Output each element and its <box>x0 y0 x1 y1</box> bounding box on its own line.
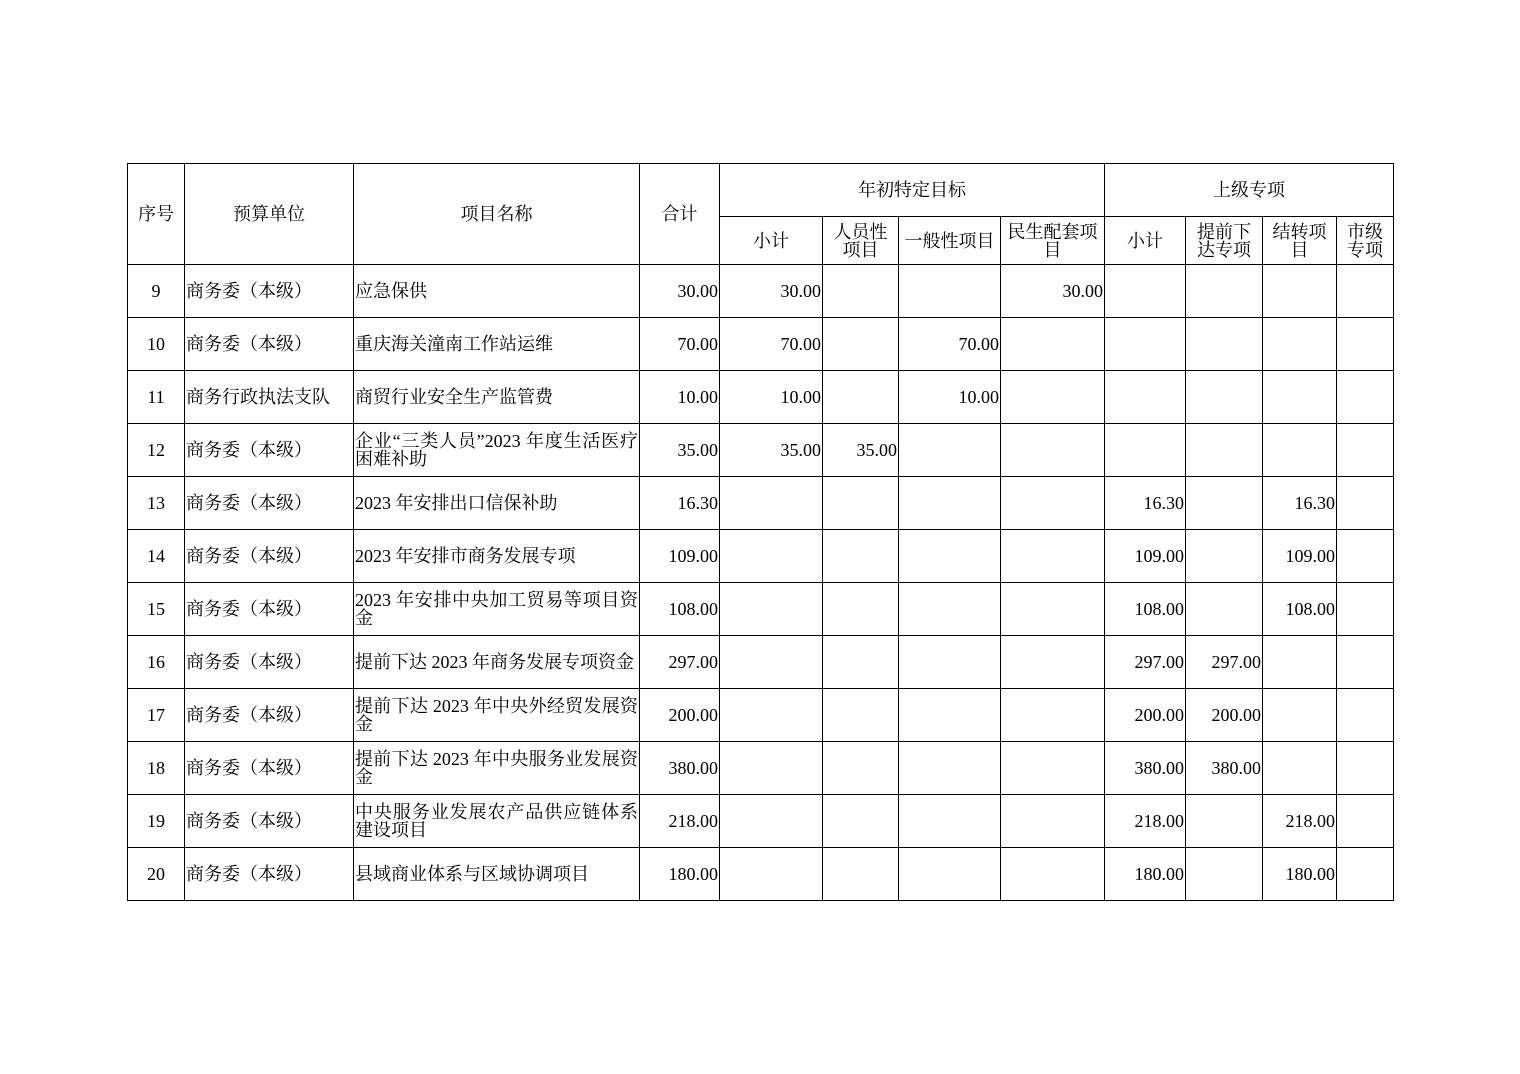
table-header <box>128 164 1394 265</box>
cell-seq: 18 <box>128 742 185 795</box>
cell-total: 10.00 <box>640 371 720 424</box>
cell-total: 35.00 <box>640 424 720 477</box>
header-g1-general: 一般性项目 <box>899 217 1001 265</box>
table-body <box>128 265 1394 901</box>
cell-project: 提前下达 2023 年中央服务业发展资金 <box>354 742 640 795</box>
cell-g2-subtotal: 109.00 <box>1105 530 1186 583</box>
cell-g1-livelihood <box>1001 689 1105 742</box>
cell-g2-subtotal: 297.00 <box>1105 636 1186 689</box>
cell-unit: 商务委（本级） <box>185 795 354 848</box>
cell-seq: 19 <box>128 795 185 848</box>
header-g2-city-line2: 专项 <box>1347 239 1383 260</box>
cell-g1-livelihood <box>1001 583 1105 636</box>
cell-g2-city <box>1337 530 1394 583</box>
cell-g1-subtotal <box>720 689 823 742</box>
cell-total: 70.00 <box>640 318 720 371</box>
table-row <box>128 265 1394 318</box>
cell-g1-livelihood <box>1001 477 1105 530</box>
cell-unit: 商务委（本级） <box>185 265 354 318</box>
header-g2-carryover-line2: 目 <box>1290 239 1309 260</box>
cell-g1-subtotal <box>720 795 823 848</box>
cell-unit: 商务委（本级） <box>185 848 354 901</box>
header-g2-carryover <box>1263 217 1337 265</box>
header-g1-personnel <box>823 217 899 265</box>
header-group-initial-targets: 年初特定目标 <box>720 164 1105 217</box>
cell-g2-advance <box>1186 318 1263 371</box>
header-unit: 预算单位 <box>185 164 354 265</box>
cell-total: 218.00 <box>640 795 720 848</box>
cell-g1-general <box>899 636 1001 689</box>
cell-g2-carryover <box>1263 689 1337 742</box>
cell-g2-subtotal <box>1105 371 1186 424</box>
header-g2-city-line1: 市级 <box>1347 221 1383 242</box>
cell-g2-carryover <box>1263 318 1337 371</box>
cell-g1-livelihood <box>1001 795 1105 848</box>
cell-g1-personnel <box>823 636 899 689</box>
cell-g2-carryover: 180.00 <box>1263 848 1337 901</box>
cell-unit: 商务委（本级） <box>185 689 354 742</box>
cell-g2-city <box>1337 424 1394 477</box>
cell-g1-livelihood <box>1001 318 1105 371</box>
header-g1-livelihood-line2: 目 <box>1043 239 1062 260</box>
cell-g1-general <box>899 848 1001 901</box>
cell-project: 重庆海关潼南工作站运维 <box>354 318 640 371</box>
cell-project: 提前下达 2023 年中央外经贸发展资金 <box>354 689 640 742</box>
table-row <box>128 636 1394 689</box>
cell-g1-general <box>899 477 1001 530</box>
cell-g2-city <box>1337 318 1394 371</box>
cell-g2-city <box>1337 795 1394 848</box>
cell-unit: 商务委（本级） <box>185 742 354 795</box>
header-project: 项目名称 <box>354 164 640 265</box>
cell-g2-subtotal <box>1105 318 1186 371</box>
cell-seq: 14 <box>128 530 185 583</box>
cell-g2-advance <box>1186 424 1263 477</box>
cell-g1-livelihood <box>1001 371 1105 424</box>
cell-g1-personnel <box>823 795 899 848</box>
cell-g2-carryover: 108.00 <box>1263 583 1337 636</box>
cell-g2-carryover <box>1263 265 1337 318</box>
table-row <box>128 424 1394 477</box>
table-row <box>128 848 1394 901</box>
cell-g2-city <box>1337 265 1394 318</box>
table-row <box>128 371 1394 424</box>
cell-g1-general <box>899 424 1001 477</box>
cell-g2-subtotal: 180.00 <box>1105 848 1186 901</box>
cell-total: 30.00 <box>640 265 720 318</box>
cell-g1-subtotal <box>720 742 823 795</box>
cell-unit: 商务委（本级） <box>185 424 354 477</box>
cell-g2-advance: 380.00 <box>1186 742 1263 795</box>
cell-g1-subtotal <box>720 848 823 901</box>
cell-g2-advance <box>1186 530 1263 583</box>
cell-total: 16.30 <box>640 477 720 530</box>
cell-g2-advance <box>1186 265 1263 318</box>
cell-g2-subtotal: 218.00 <box>1105 795 1186 848</box>
header-g1-subtotal: 小计 <box>720 217 823 265</box>
cell-project: 2023 年安排出口信保补助 <box>354 477 640 530</box>
budget-table <box>127 163 1394 901</box>
cell-total: 180.00 <box>640 848 720 901</box>
cell-g2-carryover: 218.00 <box>1263 795 1337 848</box>
header-g2-advance-line2: 达专项 <box>1197 239 1251 260</box>
cell-project: 县域商业体系与区域协调项目 <box>354 848 640 901</box>
cell-g2-subtotal: 16.30 <box>1105 477 1186 530</box>
cell-unit: 商务委（本级） <box>185 636 354 689</box>
cell-project: 中央服务业发展农产品供应链体系建设项目 <box>354 795 640 848</box>
header-g2-advance-line1: 提前下 <box>1197 221 1251 242</box>
header-seq: 序号 <box>128 164 185 265</box>
cell-g1-general: 70.00 <box>899 318 1001 371</box>
cell-g1-personnel <box>823 742 899 795</box>
cell-project: 应急保供 <box>354 265 640 318</box>
cell-g2-carryover <box>1263 636 1337 689</box>
cell-g1-subtotal: 70.00 <box>720 318 823 371</box>
cell-g1-livelihood <box>1001 636 1105 689</box>
cell-g1-personnel <box>823 265 899 318</box>
cell-total: 109.00 <box>640 530 720 583</box>
cell-g1-subtotal <box>720 530 823 583</box>
cell-g2-advance: 297.00 <box>1186 636 1263 689</box>
cell-g2-city <box>1337 583 1394 636</box>
cell-g1-general <box>899 530 1001 583</box>
cell-unit: 商务委（本级） <box>185 477 354 530</box>
cell-g2-carryover <box>1263 371 1337 424</box>
header-g2-city <box>1337 217 1394 265</box>
cell-g1-subtotal: 35.00 <box>720 424 823 477</box>
cell-seq: 9 <box>128 265 185 318</box>
table-row <box>128 689 1394 742</box>
cell-g2-subtotal: 200.00 <box>1105 689 1186 742</box>
cell-seq: 10 <box>128 318 185 371</box>
cell-unit: 商务委（本级） <box>185 530 354 583</box>
header-g2-advance <box>1186 217 1263 265</box>
cell-project: 企业“三类人员”2023 年度生活医疗困难补助 <box>354 424 640 477</box>
cell-g2-city <box>1337 636 1394 689</box>
cell-g1-general <box>899 795 1001 848</box>
cell-unit: 商务行政执法支队 <box>185 371 354 424</box>
cell-seq: 16 <box>128 636 185 689</box>
cell-seq: 20 <box>128 848 185 901</box>
cell-g2-advance <box>1186 795 1263 848</box>
cell-g1-subtotal <box>720 636 823 689</box>
cell-total: 297.00 <box>640 636 720 689</box>
header-group-superior-special: 上级专项 <box>1105 164 1394 217</box>
cell-g2-carryover: 109.00 <box>1263 530 1337 583</box>
cell-g2-subtotal <box>1105 265 1186 318</box>
cell-g1-personnel <box>823 848 899 901</box>
cell-g1-subtotal: 10.00 <box>720 371 823 424</box>
cell-g1-personnel <box>823 477 899 530</box>
cell-g2-city <box>1337 848 1394 901</box>
header-g1-livelihood <box>1001 217 1105 265</box>
cell-g2-city <box>1337 371 1394 424</box>
table-row <box>128 318 1394 371</box>
cell-g1-livelihood <box>1001 848 1105 901</box>
cell-unit: 商务委（本级） <box>185 583 354 636</box>
cell-project: 2023 年安排中央加工贸易等项目资金 <box>354 583 640 636</box>
cell-g2-city <box>1337 689 1394 742</box>
cell-project: 2023 年安排市商务发展专项 <box>354 530 640 583</box>
cell-g1-livelihood <box>1001 742 1105 795</box>
cell-g2-subtotal: 380.00 <box>1105 742 1186 795</box>
cell-seq: 11 <box>128 371 185 424</box>
cell-g1-livelihood: 30.00 <box>1001 265 1105 318</box>
table-row <box>128 530 1394 583</box>
cell-project: 提前下达 2023 年商务发展专项资金 <box>354 636 640 689</box>
cell-g1-general <box>899 689 1001 742</box>
cell-g2-advance <box>1186 371 1263 424</box>
cell-g1-personnel <box>823 689 899 742</box>
cell-g2-advance <box>1186 583 1263 636</box>
header-g1-personnel-line1: 人员性 <box>833 221 888 242</box>
cell-total: 200.00 <box>640 689 720 742</box>
cell-g1-livelihood <box>1001 530 1105 583</box>
cell-g2-city <box>1337 742 1394 795</box>
table-row <box>128 742 1394 795</box>
cell-g1-general <box>899 742 1001 795</box>
cell-seq: 15 <box>128 583 185 636</box>
cell-g2-carryover <box>1263 424 1337 477</box>
cell-g1-personnel <box>823 318 899 371</box>
cell-seq: 17 <box>128 689 185 742</box>
table-row <box>128 583 1394 636</box>
header-g2-carryover-line1: 结转项 <box>1272 221 1327 242</box>
cell-total: 380.00 <box>640 742 720 795</box>
cell-g2-subtotal: 108.00 <box>1105 583 1186 636</box>
cell-seq: 12 <box>128 424 185 477</box>
cell-g1-general <box>899 583 1001 636</box>
table-row <box>128 477 1394 530</box>
cell-g1-personnel: 35.00 <box>823 424 899 477</box>
cell-unit: 商务委（本级） <box>185 318 354 371</box>
cell-g1-personnel <box>823 583 899 636</box>
cell-g1-personnel <box>823 530 899 583</box>
cell-g2-advance <box>1186 477 1263 530</box>
cell-g1-subtotal <box>720 477 823 530</box>
cell-g2-carryover <box>1263 742 1337 795</box>
header-g1-personnel-line2: 项目 <box>842 239 879 260</box>
cell-seq: 13 <box>128 477 185 530</box>
cell-g2-city <box>1337 477 1394 530</box>
cell-g1-general <box>899 265 1001 318</box>
cell-project: 商贸行业安全生产监管费 <box>354 371 640 424</box>
cell-total: 108.00 <box>640 583 720 636</box>
header-g2-subtotal: 小计 <box>1105 217 1186 265</box>
cell-g2-carryover: 16.30 <box>1263 477 1337 530</box>
table-row <box>128 795 1394 848</box>
cell-g2-advance <box>1186 848 1263 901</box>
cell-g1-subtotal: 30.00 <box>720 265 823 318</box>
header-g1-livelihood-line1: 民生配套项 <box>1007 221 1098 242</box>
cell-g1-subtotal <box>720 583 823 636</box>
cell-g1-personnel <box>823 371 899 424</box>
cell-g1-general: 10.00 <box>899 371 1001 424</box>
cell-g1-livelihood <box>1001 424 1105 477</box>
cell-g2-advance: 200.00 <box>1186 689 1263 742</box>
header-total: 合计 <box>640 164 720 265</box>
cell-g2-subtotal <box>1105 424 1186 477</box>
